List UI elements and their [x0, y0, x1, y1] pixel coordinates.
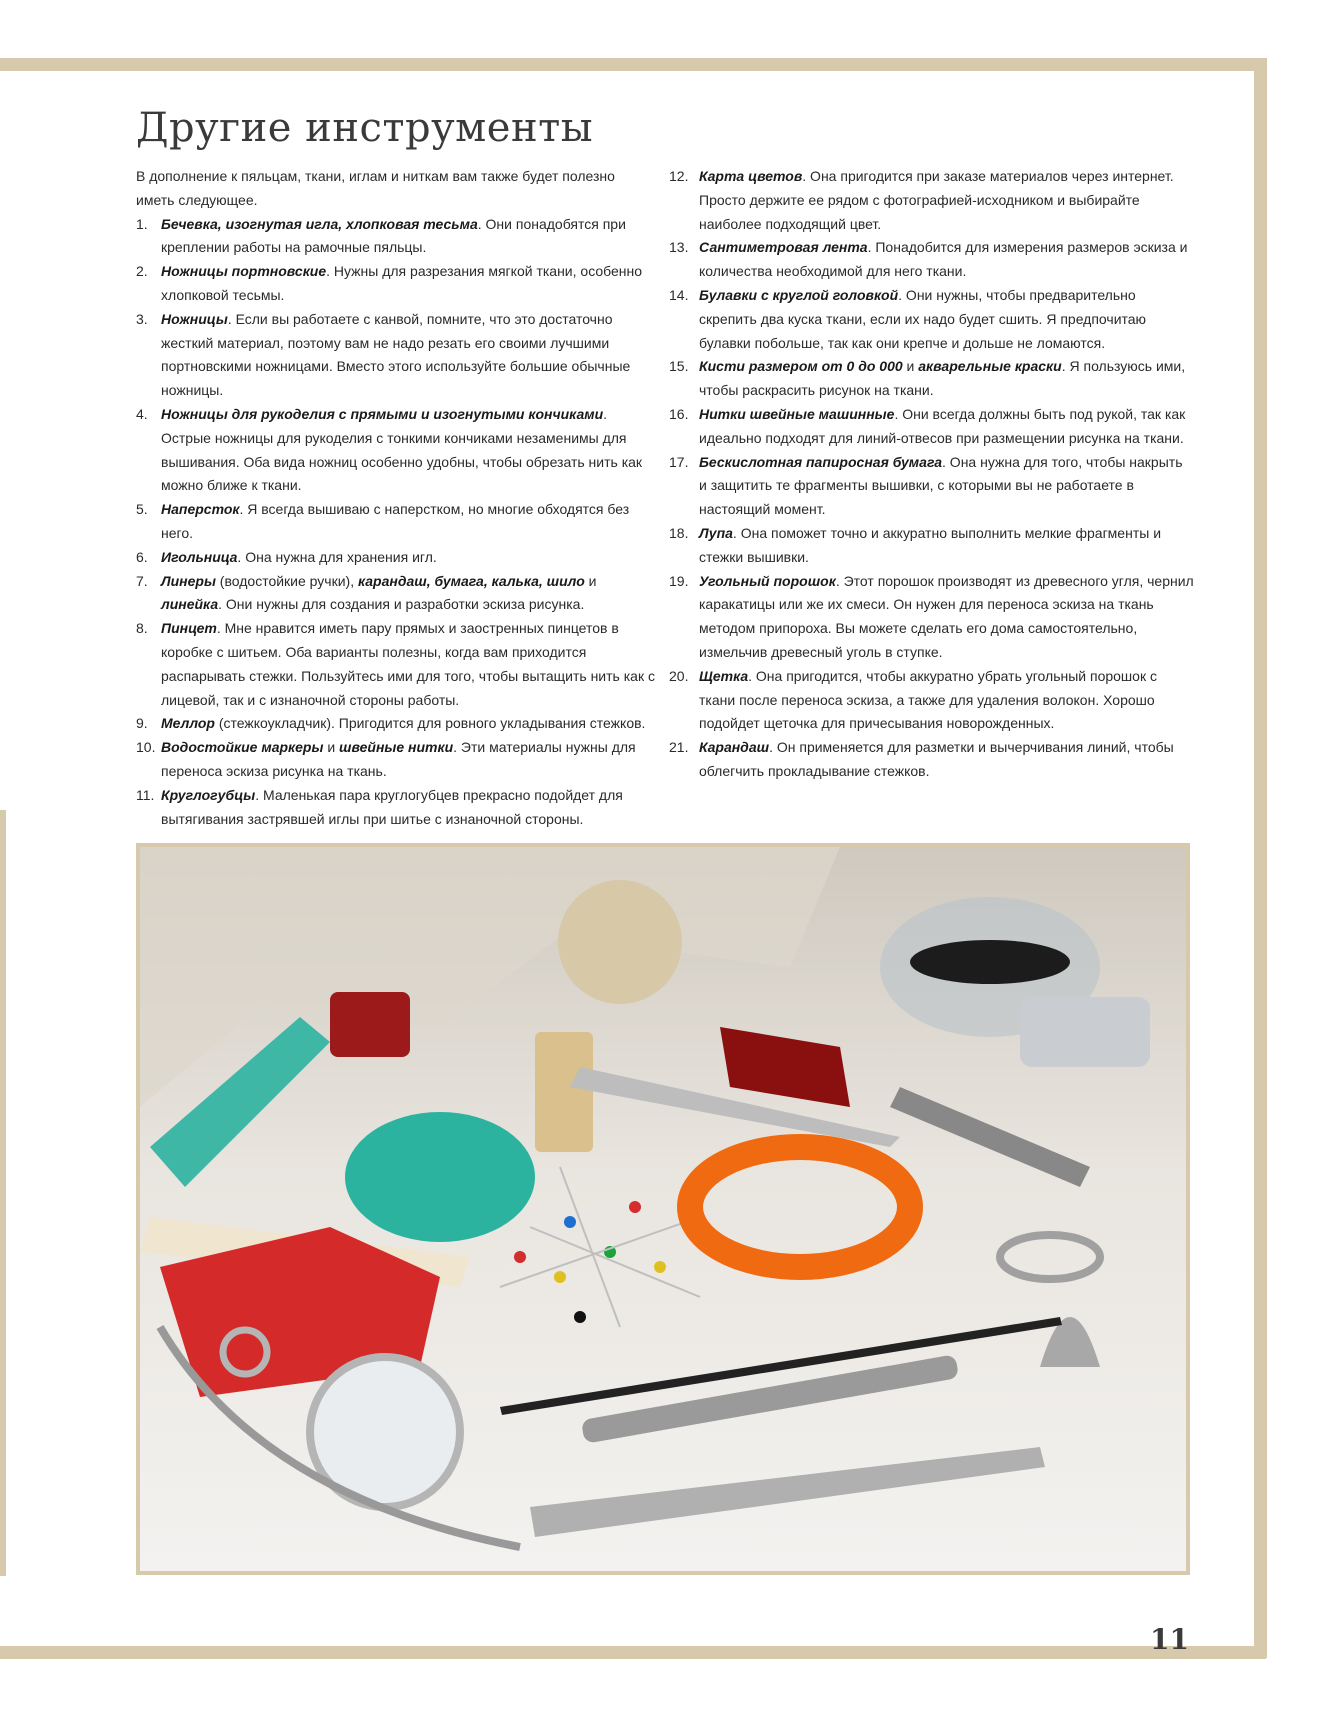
item-number: 13. — [669, 239, 689, 256]
item-term: Булавки с круглой головкой — [699, 286, 899, 303]
item-number: 18. — [669, 524, 689, 541]
item-description: . Маленькая пара круглогубцев прекрасно подойдет для вытягивания застрявшей иглы при шитье с изнаночной стороны. — [161, 786, 623, 827]
item-term: Линеры — [161, 572, 216, 589]
item-number: 8. — [136, 620, 148, 637]
right-column — [669, 165, 1194, 784]
list-item — [136, 308, 656, 403]
item-description: . Она нужна для того, чтобы накрыть и защитить те фрагменты вышивки, с которыми вы не работаете в настоящий момент. — [699, 453, 1183, 518]
list-item — [136, 784, 656, 832]
item-term: швейные нитки — [339, 739, 454, 756]
list-item — [669, 665, 1194, 736]
item-term: Нитки швейные машинные — [699, 405, 895, 422]
item-number: 2. — [136, 263, 148, 280]
item-description: . Они нужны для создания и разработки эскиза рисунка. — [218, 596, 585, 613]
item-description: и — [902, 358, 919, 375]
item-term: Ножницы — [161, 310, 228, 327]
item-description: и — [584, 572, 597, 589]
page-number: 11 — [1150, 1623, 1189, 1656]
item-term: линейка — [161, 596, 219, 613]
item-description: и — [323, 739, 340, 756]
item-term: Игольница — [161, 548, 238, 565]
page-frame-left — [0, 810, 6, 1576]
item-number: 14. — [669, 286, 689, 303]
list-item — [136, 498, 656, 546]
tools-list-right — [669, 165, 1194, 784]
item-term: Круглогубцы — [161, 786, 256, 803]
item-term: Лупа — [699, 524, 733, 541]
item-number: 16. — [669, 405, 689, 422]
item-description: (водостойкие ручки), — [215, 572, 358, 589]
list-item — [136, 712, 656, 736]
list-item — [669, 284, 1194, 355]
red-thread-spool — [330, 992, 410, 1057]
list-item — [669, 736, 1194, 784]
list-item — [136, 213, 656, 261]
item-number: 12. — [669, 168, 689, 184]
item-description: . Нужны для разрезания мягкой ткани, особенно хлопковой тесьмы. — [161, 263, 643, 303]
item-description: . Острые ножницы для рукоделия с тонкими кончиками незаменимы для вышивания. Оба вида ножниц особенно удобны, чтобы обрезать нить как можно ближе к ткани. — [161, 405, 643, 494]
list-item — [136, 736, 656, 784]
item-number: 6. — [136, 548, 148, 565]
page-frame-top — [0, 58, 1266, 71]
item-number: 19. — [669, 572, 689, 589]
item-description: . Понадобится для измерения размеров эскиза и количества необходимой для него ткани. — [699, 239, 1188, 280]
item-description: . Он применяется для разметки и вычерчивания линий, чтобы облегчить прокладывание стежков. — [699, 739, 1174, 779]
paint-tubes — [1020, 997, 1150, 1067]
item-term: Наперсток — [161, 501, 240, 518]
list-item — [669, 355, 1194, 403]
item-term: Карандаш — [699, 739, 770, 756]
item-number: 10. — [136, 739, 156, 756]
page-frame-right — [1254, 58, 1267, 1658]
item-number: 15. — [669, 358, 689, 375]
item-number: 1. — [136, 215, 148, 232]
list-item — [136, 617, 656, 712]
page-title: Другие инструменты — [136, 105, 594, 151]
item-description: . Если вы работаете с канвой, помните, что это достаточно жесткий материал, поэтому вам не надо резать его своими лучшими портновскими ножницами. Вместо этого используйте большие обычные ножницы. — [161, 310, 631, 399]
item-description: . Она нужна для хранения игл. — [237, 548, 437, 565]
item-number: 5. — [136, 501, 148, 518]
twine-ball — [558, 880, 682, 1004]
item-term: Ножницы для рукоделия с прямыми и изогнутыми кончиками — [161, 405, 604, 422]
item-description: . Я всегда вышиваю с наперстком, но многие обходятся без него. — [161, 501, 630, 541]
item-term: карандаш, бумага, калька, шило — [357, 572, 585, 589]
left-column — [136, 165, 656, 831]
item-number: 17. — [669, 453, 689, 470]
item-description: . Они понадобятся при креплении работы на рамочные пяльцы. — [161, 215, 626, 256]
list-item — [669, 570, 1194, 665]
list-item — [669, 165, 1194, 236]
item-term: Пинцет — [161, 620, 217, 637]
item-number: 7. — [136, 572, 148, 589]
item-description: . Она пригодится, чтобы аккуратно убрать угольный порошок с ткани после переноса эскиза, а также для удаления волокон. Хорошо подойдет щеточка для причесывания новорожденных. — [699, 667, 1157, 732]
tools-photo-illustration — [140, 847, 1186, 1571]
tools-photo — [136, 843, 1190, 1575]
list-item — [669, 451, 1194, 522]
item-term: Карта цветов — [699, 168, 803, 184]
item-term: Щетка — [699, 667, 749, 684]
item-term: Бескислотная папиросная бумага — [699, 453, 943, 470]
item-description: . Она пригодится при заказе материалов через интернет. Просто держите ее рядом с фотографией-исходником и выбирайте наиболее подходящий цвет. — [699, 168, 1174, 232]
item-term: Кисти размером от 0 до 000 — [699, 358, 903, 375]
charcoal-powder — [910, 940, 1070, 984]
item-description: . Они всегда должны быть под рукой, так как идеально подходят для линий-отвесов при размещении рисунка на ткани. — [699, 405, 1186, 446]
list-item — [136, 260, 656, 308]
item-description: (стежкоукладчик). Пригодится для ровного укладывания стежков. — [214, 715, 646, 732]
item-term: Меллор — [161, 715, 215, 732]
item-description: . Эти материалы нужны для переноса эскиза рисунка на ткань. — [161, 739, 636, 779]
item-term: Сантиметровая лента — [699, 239, 868, 256]
page-frame-bottom — [0, 1646, 1266, 1659]
item-description: . Я пользуюсь ими, чтобы раскрасить рисунок на ткани. — [699, 358, 1186, 399]
item-number: 21. — [669, 739, 689, 756]
item-term: акварельные краски — [918, 358, 1062, 375]
list-item — [669, 403, 1194, 451]
item-term: Водостойкие маркеры — [161, 739, 324, 756]
list-item — [136, 570, 656, 618]
cream-thread-spool — [535, 1032, 593, 1152]
list-item — [136, 546, 656, 570]
item-description: . Этот порошок производят из древесного угля, чернил каракатицы или же их смеси. Он нужен для переноса эскиза на ткань методом припороха. Вы можете сделать его дома самостоятельно, измельчив древесный уголь в ступке. — [699, 572, 1194, 660]
item-number: 4. — [136, 405, 148, 422]
list-item — [136, 403, 656, 498]
item-description: . Они нужны, чтобы предварительно скрепить два куска ткани, если их надо будет сшить. Я предпочитаю булавки побольше, так как они крепче и дольше не ломаются. — [699, 286, 1147, 351]
item-term: Ножницы портновские — [161, 263, 327, 280]
item-number: 3. — [136, 310, 148, 327]
item-description: . Она поможет точно и аккуратно выполнить мелкие фрагменты и стежки вышивки. — [699, 524, 1162, 565]
list-item — [669, 236, 1194, 284]
item-description: . Мне нравится иметь пару прямых и заостренных пинцетов в коробке с шитьем. Оба варианты полезны, когда вам приходится распарывать стежки. Пользуйтесь ими для того, чтобы вытащить нить как с лицевой, так и с изнаночной стороны работы. — [161, 620, 655, 708]
item-number: 11. — [136, 786, 155, 803]
list-item — [669, 522, 1194, 570]
item-number: 9. — [136, 715, 148, 732]
item-term: Угольный порошок — [699, 572, 836, 589]
item-number: 20. — [669, 667, 689, 684]
tape-measure — [345, 1112, 535, 1242]
tools-list-left — [136, 213, 656, 832]
intro-text: В дополнение к пяльцам, ткани, иглам и ниткам вам также будет полезно иметь следующее. — [136, 168, 615, 208]
item-term: Бечевка, изогнутая игла, хлопковая тесьма — [161, 215, 478, 232]
